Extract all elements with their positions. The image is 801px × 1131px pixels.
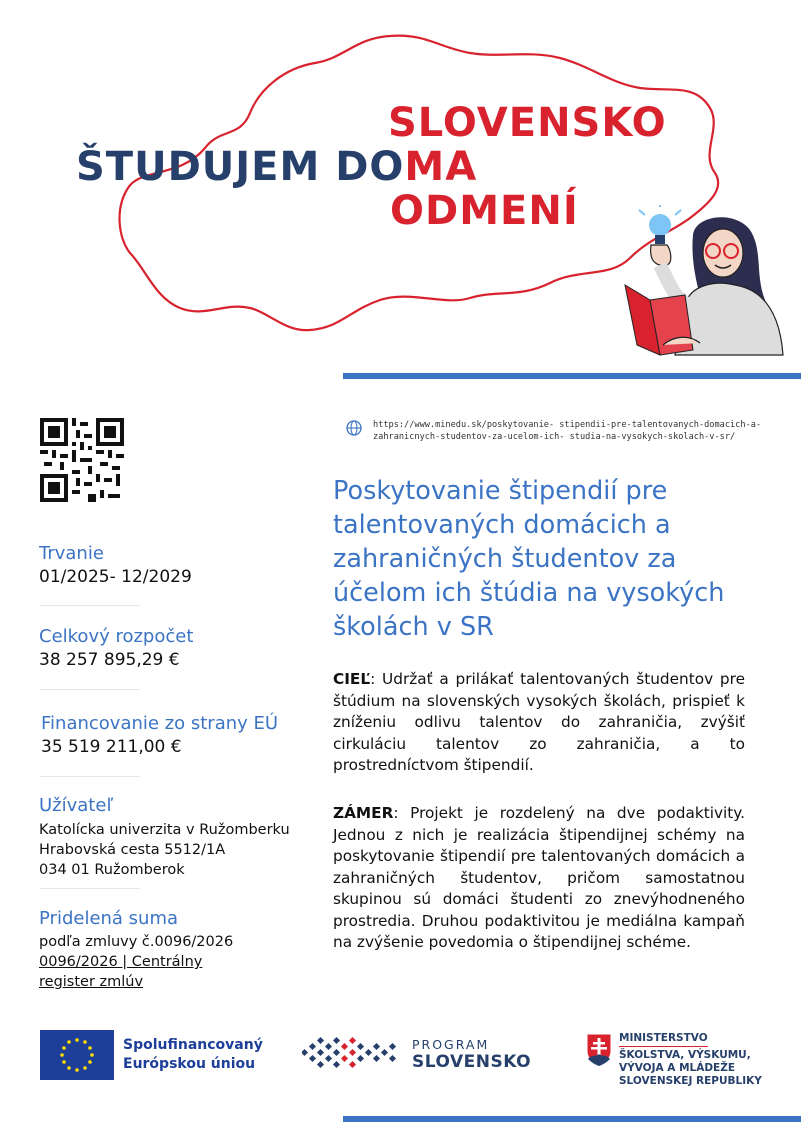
contract-register-link[interactable]: 0096/2026 | Centrálny	[39, 954, 203, 970]
goal-text: : Udržať a prilákať talentovaných študentov pre štúdium na slovenských vysokých školách, prispieť k zníženiu odlivu talentov do zahraničia, zvýšiť cirkuláciu talentov zo zahraničia, a to prostredníctvom štipendií.	[333, 670, 745, 774]
duration-value: 01/2025- 12/2029	[39, 567, 192, 587]
eu-line-1: Spolufinancovaný	[123, 1037, 263, 1053]
duration-label: Trvanie	[39, 543, 104, 564]
project-title: Poskytovanie štipendií pre talentovaných domácich a zahraničných študentov za účelom ich štúdia na vysokých školách v SR	[333, 476, 725, 642]
user-label: Užívateľ	[39, 795, 114, 816]
eu-line-2: Európskou úniou	[123, 1056, 256, 1072]
hero-line-2-blue: ŠTUDUJEM DO	[76, 144, 405, 190]
intent-text: : Projekt je rozdelený na dve podaktivity. Jednou z nich je realizácia štipendijnej schémy na poskytovanie štipendií pre talentovaných domácich a zahraničných študentov, pričom samostatnou skupinou sú domáci študenti zo znevýhodneného prostredia. Druhou podaktivitou je mediálna kampaň na zvýšenie povedomia o štipendijnej schéme.	[333, 804, 745, 951]
ministry-line-1: MINISTERSTVO	[619, 1032, 708, 1047]
project-url-line-2[interactable]: zahranicnych-studentov-za-ucelom-ich- studia-na-vysokych-skolach-v-sr/	[373, 432, 736, 442]
student-illustration	[615, 205, 795, 360]
budget-label: Celkový rozpočet	[39, 626, 194, 647]
program-line-2: SLOVENSKO	[412, 1052, 532, 1072]
eu-cofinanced-text	[123, 1036, 263, 1074]
intent-label: ZÁMER	[333, 804, 394, 822]
hero-line-2-red: MA	[404, 144, 478, 190]
user-street: Hrabovská cesta 5512/1A	[39, 842, 226, 858]
divider	[40, 776, 140, 777]
amount-details	[39, 932, 233, 992]
project-url-line-1[interactable]: https://www.minedu.sk/poskytovanie- stipendii-pre-talentovanych-domacich-a-	[373, 420, 762, 430]
qr-code[interactable]	[40, 418, 124, 502]
amount-contract: podľa zmluvy č.0096/2026	[39, 934, 234, 950]
contract-register-link-2[interactable]: register zmlúv	[39, 974, 144, 990]
ministry-text	[619, 1032, 762, 1088]
hero-line-1: SLOVENSKO	[388, 100, 667, 146]
top-blue-bar	[343, 373, 801, 379]
user-city: 034 01 Ružomberok	[39, 862, 185, 878]
globe-icon	[346, 420, 362, 436]
slovak-coat-of-arms-icon	[586, 1033, 612, 1067]
user-address	[39, 820, 290, 880]
hero-line-3: ODMENÍ	[390, 188, 579, 234]
divider	[40, 689, 140, 690]
bottom-blue-bar	[343, 1116, 801, 1122]
budget-value: 38 257 895,29 €	[39, 650, 180, 670]
intent-paragraph	[333, 803, 745, 954]
hero-line-2	[76, 144, 477, 190]
program-line-1: PROGRAM	[412, 1037, 490, 1052]
ministry-line-2: ŠKOLSTVA, VÝSKUMU,	[619, 1049, 751, 1061]
eu-funding-label: Financovanie zo strany EÚ	[41, 713, 279, 734]
divider	[40, 888, 140, 889]
ministry-line-3: VÝVOJA A MLÁDEŽE	[619, 1062, 736, 1074]
ministry-line-4: SLOVENSKEJ REPUBLIKY	[619, 1075, 762, 1087]
program-slovensko-text	[412, 1037, 531, 1072]
goal-paragraph	[333, 669, 745, 777]
eu-flag-icon	[40, 1030, 114, 1080]
project-url[interactable]	[373, 419, 793, 443]
divider	[40, 605, 140, 606]
user-name: Katolícka univerzita v Ružomberku	[39, 822, 290, 838]
amount-label: Pridelená suma	[39, 908, 179, 929]
program-slovensko-logo-icon	[302, 1030, 402, 1074]
goal-label: CIEĽ	[333, 670, 371, 688]
eu-funding-value: 35 519 211,00 €	[41, 737, 182, 757]
